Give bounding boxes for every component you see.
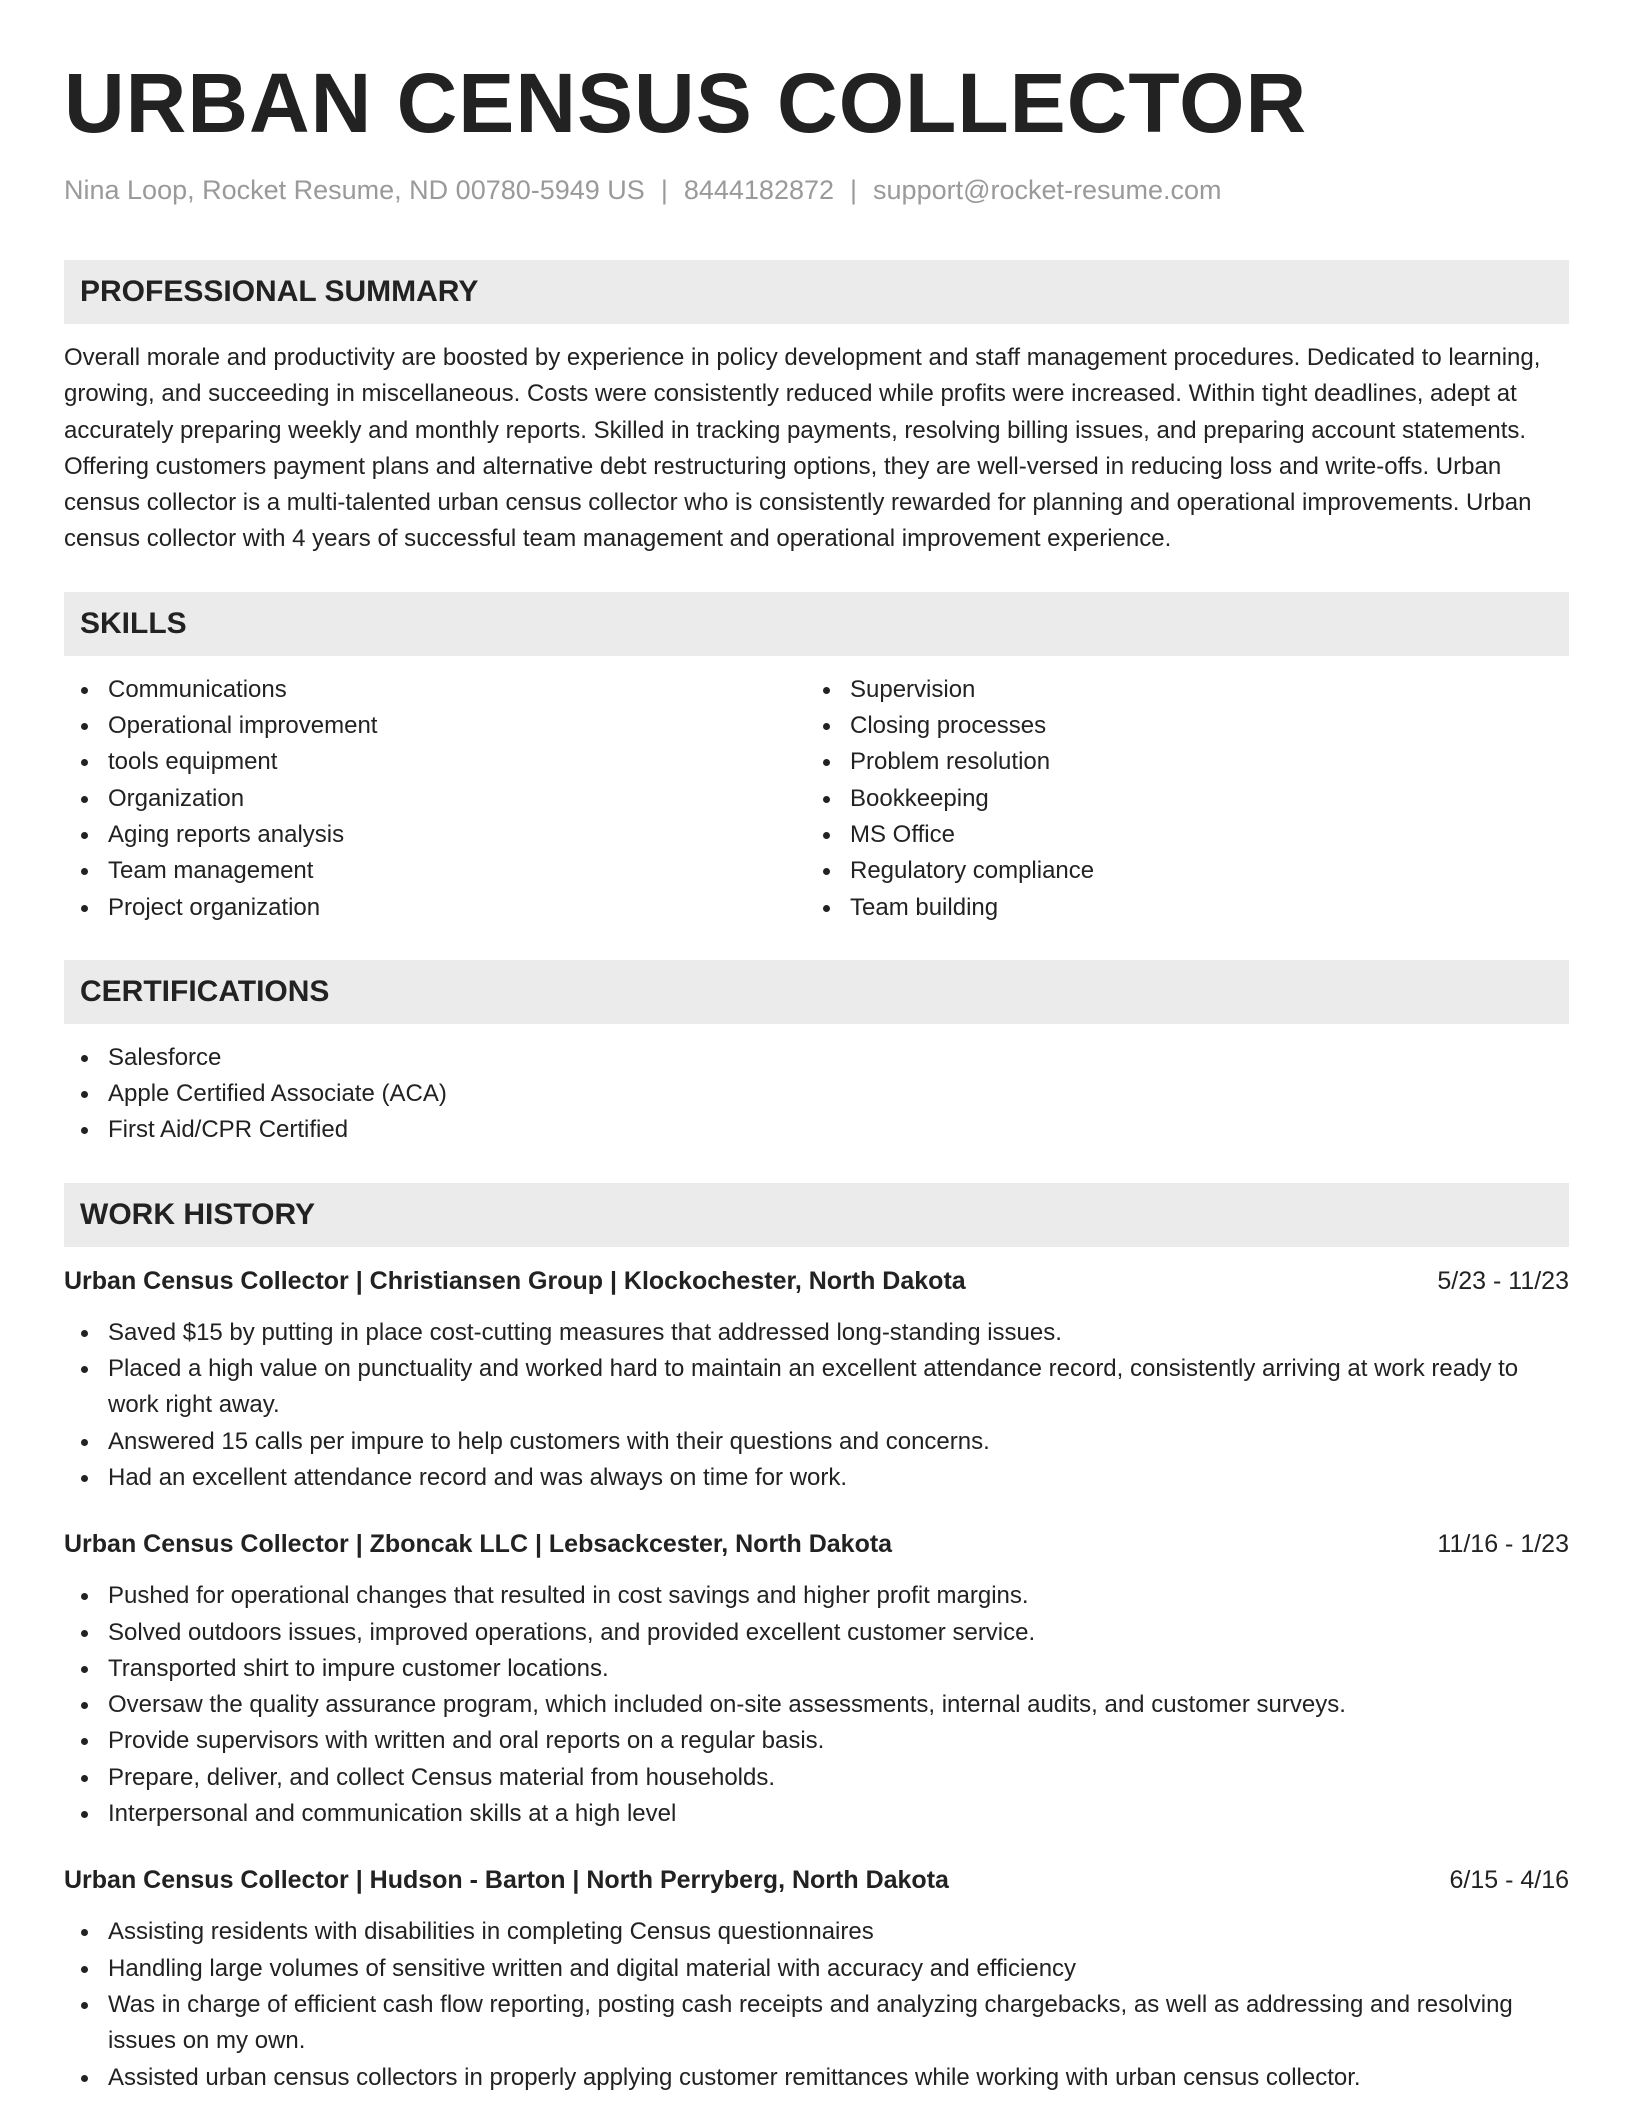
contact-line — [64, 172, 1569, 208]
summary-section — [64, 260, 1569, 558]
contact-separator: | — [660, 175, 668, 205]
job-bullet: Had an excellent attendance record and was always on time for work. — [64, 1460, 1569, 1496]
skill-item: Operational improvement — [64, 708, 806, 744]
job-bullet: Assisting residents with disabilities in completing Census questionnaires — [64, 1914, 1569, 1950]
skills-grid — [64, 672, 1569, 926]
certification-item: Salesforce — [64, 1040, 1569, 1076]
skill-item: Supervision — [806, 672, 1548, 708]
skills-list-left — [64, 672, 806, 926]
skill-item: Project organization — [64, 890, 806, 926]
job-bullet: Provide supervisors with written and oral reports on a regular basis. — [64, 1723, 1569, 1759]
job-dates: 11/16 - 1/23 — [1437, 1530, 1569, 1559]
resume-page — [64, 50, 1569, 2096]
skills-column-left — [64, 672, 806, 926]
job-entry — [64, 1263, 1569, 1496]
job-bullet: Placed a high value on punctuality and worked hard to maintain an excellent attendance record, consistently arriving at work ready to work right away. — [64, 1351, 1569, 1424]
job-bullet: Was in charge of efficient cash flow reporting, posting cash receipts and analyzing chargebacks, as well as addressing and resolving issues on my own. — [64, 1987, 1569, 2060]
skills-section — [64, 592, 1569, 926]
skill-item: Problem resolution — [806, 744, 1548, 780]
job-bullet: Handling large volumes of sensitive written and digital material with accuracy and efficiency — [64, 1951, 1569, 1987]
skill-item: MS Office — [806, 817, 1548, 853]
job-bullet: Oversaw the quality assurance program, which included on-site assessments, internal audits, and customer surveys. — [64, 1687, 1569, 1723]
job-title: Urban Census Collector | Hudson - Barton | North Perryberg, North Dakota — [64, 1866, 949, 1895]
job-entry — [64, 1862, 1569, 2095]
job-bullets — [64, 1578, 1569, 1832]
summary-text: Overall morale and productivity are boosted by experience in policy development and staff management procedures. Dedicated to learning, growing, and succeeding in miscellaneous. Costs were consistently reduced while profits were increased. Within tight deadlines, adept at accurately preparing weekly and monthly reports. Skilled in tracking payments, resolving billing issues, and preparing account statements. Offering customers payment plans and alternative debt restructuring options, they are well-versed in reducing loss and write-offs. Urban census collector is a multi-talented urban census collector who is consistently rewarded for planning and operational improvements. Urban census collector with 4 years of successful team management and operational improvement experience. — [64, 344, 1541, 553]
job-bullet: Pushed for operational changes that resulted in cost savings and higher profit margins. — [64, 1578, 1569, 1614]
skill-item: Aging reports analysis — [64, 817, 806, 853]
certifications-section — [64, 960, 1569, 1149]
skill-item: Closing processes — [806, 708, 1548, 744]
work-history-section — [64, 1183, 1569, 2096]
section-header-summary: PROFESSIONAL SUMMARY — [64, 260, 1569, 324]
job-bullets — [64, 1315, 1569, 1496]
skills-column-right — [806, 672, 1548, 926]
certification-item: Apple Certified Associate (ACA) — [64, 1076, 1569, 1112]
skills-list-right — [806, 672, 1548, 926]
job-bullet: Prepare, deliver, and collect Census material from households. — [64, 1760, 1569, 1796]
section-header-skills: SKILLS — [64, 592, 1569, 656]
job-bullet: Interpersonal and communication skills at a high level — [64, 1796, 1569, 1832]
contact-email: support@rocket-resume.com — [873, 175, 1222, 205]
section-header-work-history: WORK HISTORY — [64, 1183, 1569, 1247]
section-header-certifications: CERTIFICATIONS — [64, 960, 1569, 1024]
job-bullet: Answered 15 calls per impure to help customers with their questions and concerns. — [64, 1424, 1569, 1460]
skill-item: Team management — [64, 853, 806, 889]
job-dates: 6/15 - 4/16 — [1449, 1866, 1569, 1895]
job-header — [64, 1862, 1569, 1898]
skill-item: Regulatory compliance — [806, 853, 1548, 889]
contact-address: Nina Loop, Rocket Resume, ND 00780-5949 US — [64, 175, 645, 205]
job-entry — [64, 1526, 1569, 1832]
job-bullet: Assisted urban census collectors in properly applying customer remittances while working with urban census collector. — [64, 2060, 1569, 2096]
contact-phone: 8444182872 — [683, 175, 835, 205]
job-header — [64, 1526, 1569, 1562]
skill-item: Team building — [806, 890, 1548, 926]
contact-separator: | — [850, 175, 858, 205]
skill-item: tools equipment — [64, 744, 806, 780]
job-title: Urban Census Collector | Zboncak LLC | Lebsackcester, North Dakota — [64, 1530, 893, 1559]
job-dates: 5/23 - 11/23 — [1437, 1266, 1569, 1295]
job-header — [64, 1263, 1569, 1299]
skill-item: Organization — [64, 781, 806, 817]
job-bullets — [64, 1914, 1569, 2095]
certification-item: First Aid/CPR Certified — [64, 1112, 1569, 1148]
job-title: Urban Census Collector | Christiansen Group | Klockochester, North Dakota — [64, 1266, 966, 1295]
job-bullet: Transported shirt to impure customer locations. — [64, 1651, 1569, 1687]
candidate-name: URBAN CENSUS COLLECTOR — [64, 56, 1308, 150]
job-bullet: Saved $15 by putting in place cost-cutting measures that addressed long-standing issues. — [64, 1315, 1569, 1351]
skill-item: Bookkeeping — [806, 781, 1548, 817]
skill-item: Communications — [64, 672, 806, 708]
certifications-list — [64, 1040, 1569, 1149]
job-bullet: Solved outdoors issues, improved operations, and provided excellent customer service. — [64, 1615, 1569, 1651]
